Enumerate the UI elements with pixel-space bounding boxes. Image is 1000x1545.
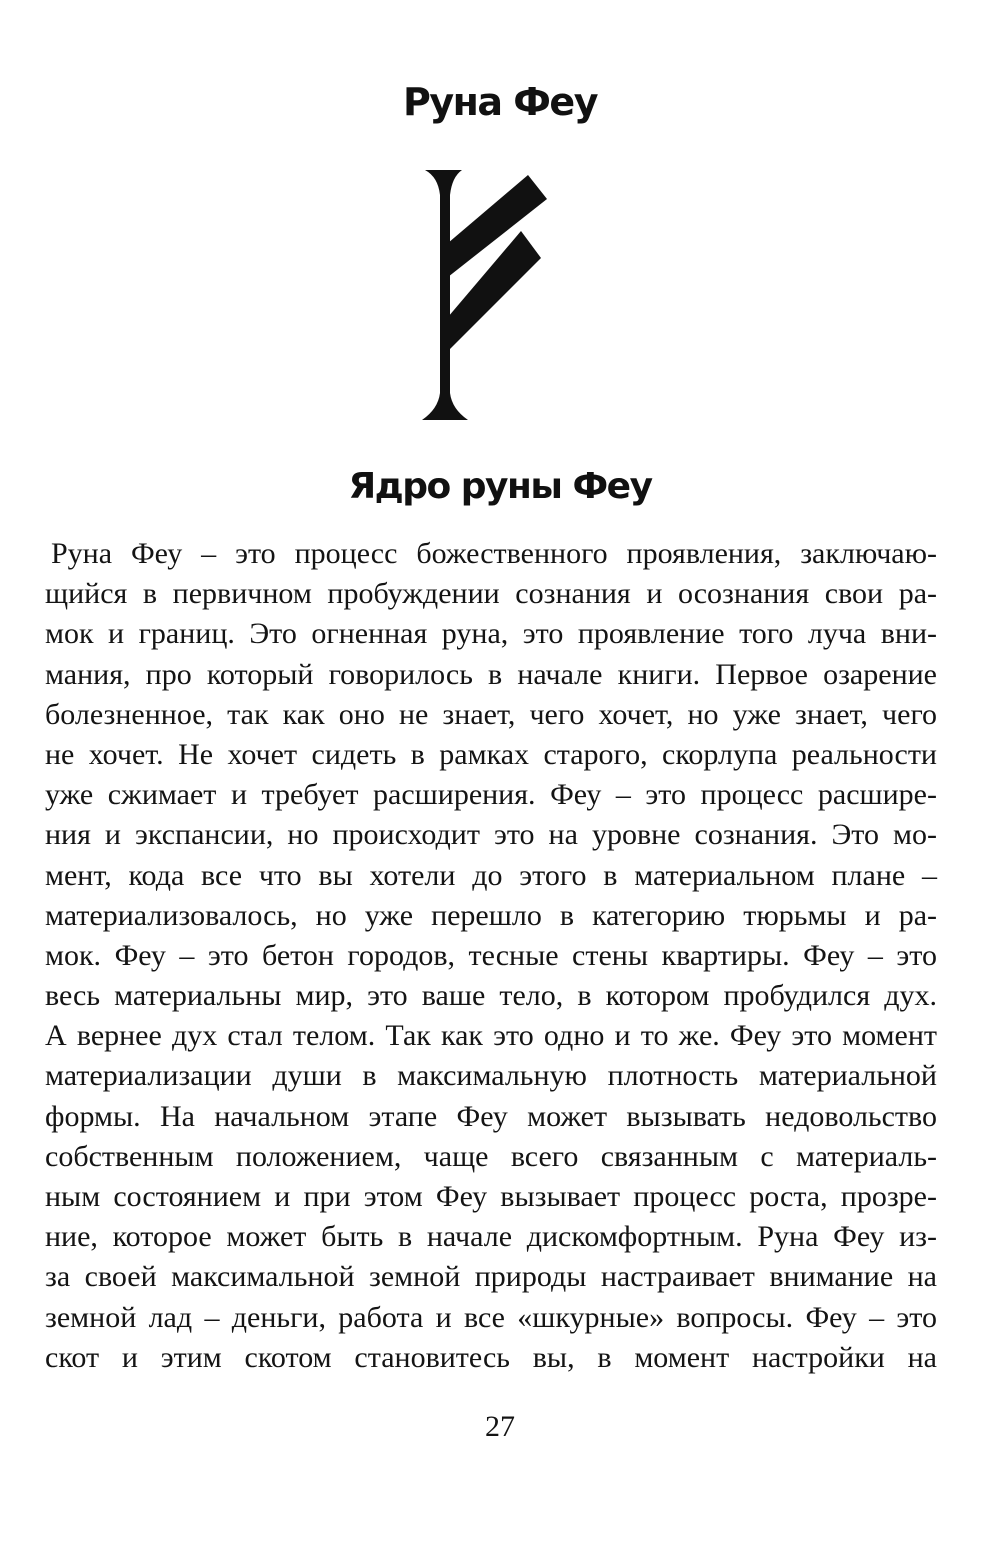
text-line: ным состоянием и при этом Феу вызывает процесс роста, прозре- <box>45 1180 937 1213</box>
text-line: не хочет. Не хочет сидеть в рамках старого, скорлупа реальности <box>45 737 937 771</box>
text-line: уже сжимает и требует расширения. Феу – это процесс расшире- <box>45 778 937 812</box>
text-line: материализации души в максимальную плотность материальной <box>45 1059 937 1093</box>
text-line: скот и этим скотом становитесь вы, в момент настройки на <box>45 1340 937 1374</box>
text-line: мент, кода все что вы хотели до этого в материальном плане – <box>45 858 937 892</box>
text-line: мания, про который говорилось в начале книги. Первое озарение <box>45 657 937 691</box>
text-line: земной лад – деньги, работа и все «шкурные» вопросы. Феу – это <box>45 1300 937 1334</box>
text-line: мок. Феу – это бетон городов, тесные стены квартиры. Феу – это <box>45 938 937 972</box>
body-paragraph <box>45 534 937 1378</box>
text-line: А вернее дух стал телом. Так как это одно и то же. Феу это момент <box>45 1019 937 1053</box>
text-line: мок и границ. Это огненная руна, это проявление того луча вни- <box>45 617 937 651</box>
text-line: за своей максимальной земной природы настраивает внимание на <box>45 1260 937 1294</box>
section-title: Ядро руны Феу <box>348 466 652 507</box>
page-number: 27 <box>485 1410 515 1443</box>
text-line: Руна Феу – это процесс божественного проявления, заключаю- <box>51 537 937 570</box>
text-line: собственным положением, чаще всего связанным с материаль- <box>45 1139 937 1173</box>
text-line: щийся в первичном пробуждении сознания и осознания свои ра- <box>45 577 937 611</box>
text-line: ния и экспансии, но происходит это на уровне сознания. Это мо- <box>45 818 937 852</box>
fehu-rune-icon <box>400 165 580 425</box>
text-line: болезненное, так как оно не знает, чего хочет, но уже знает, чего <box>45 697 937 731</box>
page-title: Руна Феу <box>403 80 597 124</box>
text-line: формы. На начальном этапе Феу может вызывать недовольство <box>45 1099 937 1133</box>
text-line: весь материальны мир, это ваше тело, в котором пробудился дух. <box>45 979 937 1013</box>
text-line: ние, которое может быть в начале дискомфортным. Руна Феу из- <box>45 1220 937 1254</box>
rune-stave <box>422 170 468 420</box>
text-line: материализовалось, но уже перешло в категорию тюрьмы и ра- <box>45 898 937 932</box>
